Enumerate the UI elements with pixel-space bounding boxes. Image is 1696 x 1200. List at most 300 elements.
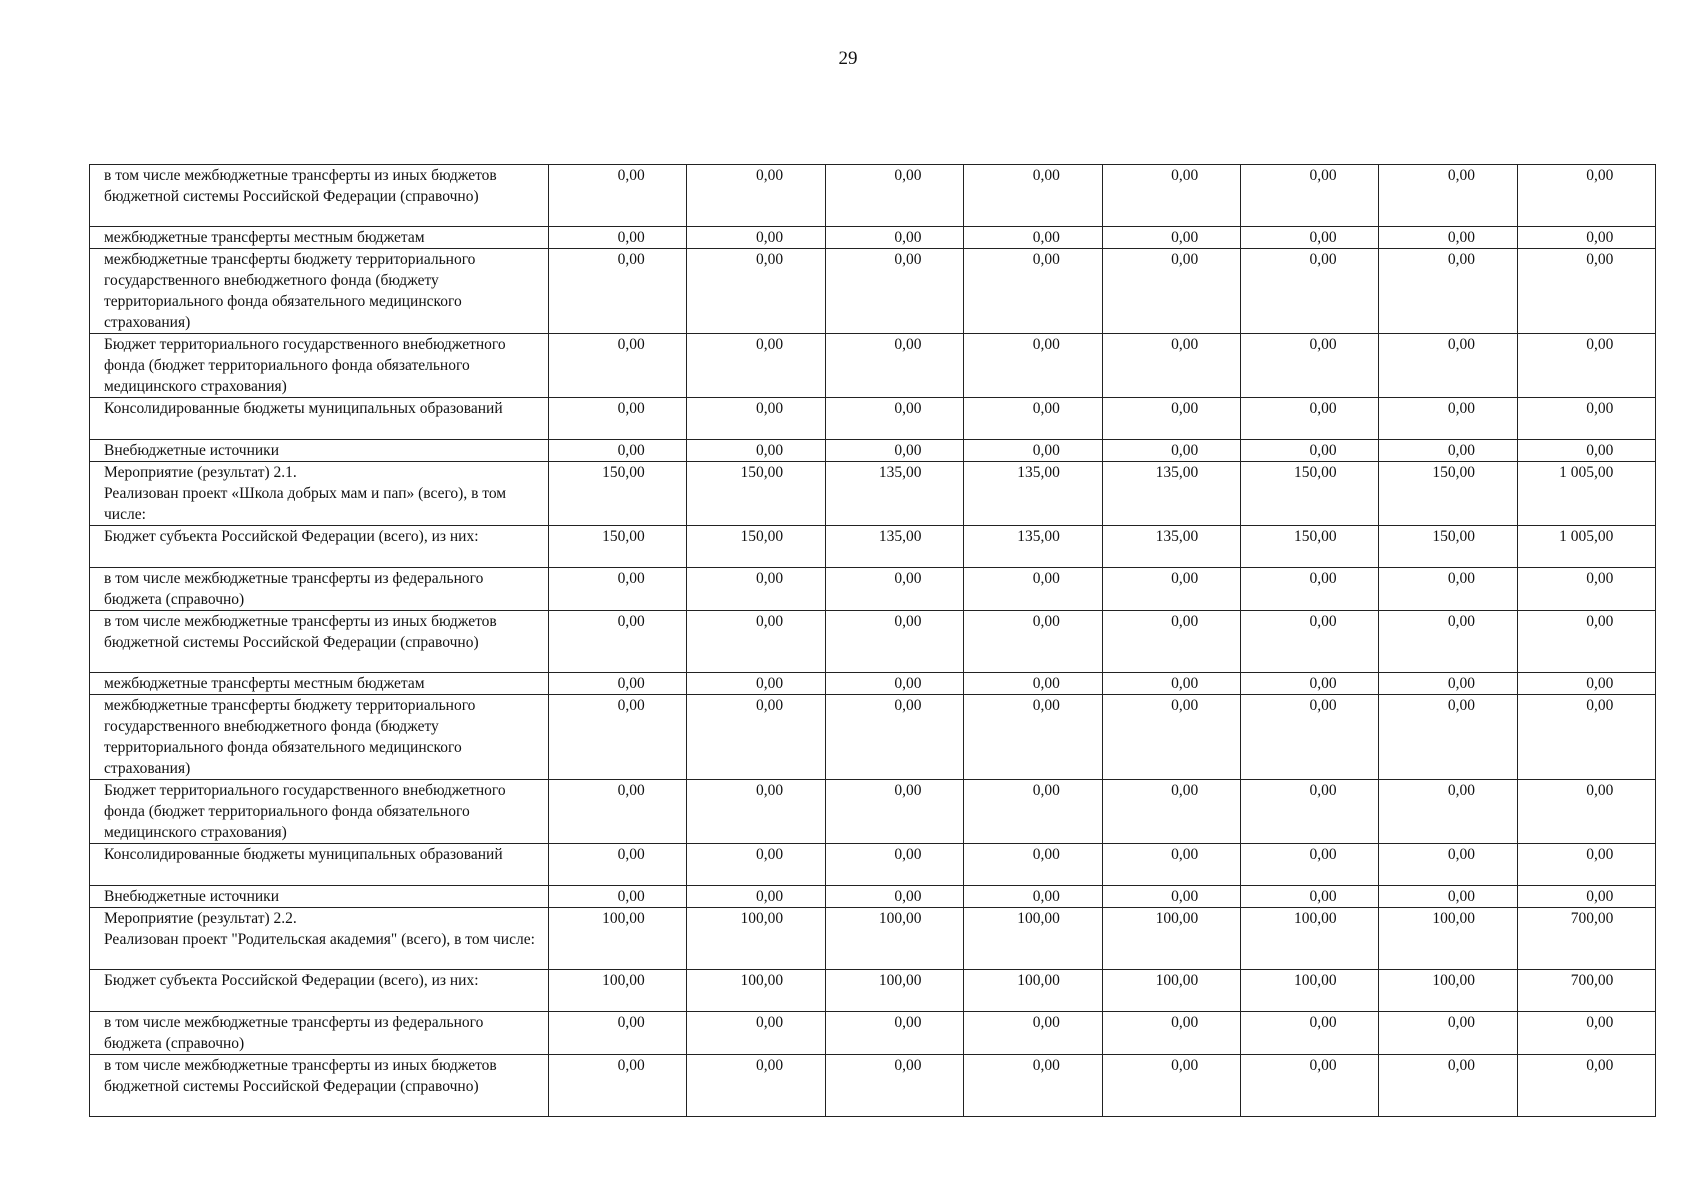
cell-value-text: 0,00 <box>1309 336 1337 353</box>
cell-value-text: 0,00 <box>755 229 784 246</box>
cell-value-text: 0,00 <box>1447 846 1476 863</box>
cell-value-text: 100,00 <box>878 972 922 989</box>
cell-value <box>687 1055 825 1117</box>
cell-value-text: 0,00 <box>1447 782 1476 799</box>
cell-value-text: 0,00 <box>755 697 784 714</box>
cell-value-text: 0,00 <box>894 400 922 417</box>
cell-value <box>549 611 687 673</box>
cell-value-text: 0,00 <box>1586 442 1614 459</box>
cell-value <box>1240 611 1378 673</box>
cell-value-text: 0,00 <box>1032 167 1060 184</box>
cell-value-text: 0,00 <box>1309 1057 1337 1074</box>
cell-value-text: 0,00 <box>617 570 645 587</box>
cell-value-text: 100,00 <box>1294 972 1337 989</box>
cell-value-text: 0,00 <box>894 229 922 246</box>
cell-value <box>1240 886 1378 908</box>
cell-value-text: 100,00 <box>1432 972 1476 989</box>
cell-value <box>1517 1055 1655 1117</box>
cell-value <box>1517 249 1655 334</box>
cell-value <box>1102 165 1240 227</box>
cell-value-text: 0,00 <box>617 888 645 905</box>
cell-value <box>964 695 1102 780</box>
cell-value-text: 0,00 <box>617 167 645 184</box>
cell-value <box>1517 970 1655 1012</box>
cell-value-text: 150,00 <box>740 464 784 481</box>
cell-value <box>1517 611 1655 673</box>
cell-value <box>825 398 963 440</box>
cell-value-text: 0,00 <box>1447 697 1476 714</box>
cell-value <box>687 1012 825 1055</box>
cell-value <box>1240 1055 1378 1117</box>
cell-value-text: 100,00 <box>1017 972 1060 989</box>
cell-value-text: 0,00 <box>617 613 645 630</box>
cell-value <box>825 440 963 462</box>
cell-value-text: 0,00 <box>755 1057 784 1074</box>
cell-value <box>687 568 825 611</box>
cell-value <box>1517 886 1655 908</box>
row-label: Бюджет территориального государственного внебюджетного фонда (бюджет территориального фонда обязательного медицинского страхования) <box>90 334 549 398</box>
cell-value <box>1517 908 1655 970</box>
cell-value-text: 0,00 <box>1586 675 1614 692</box>
cell-value <box>825 611 963 673</box>
cell-value-text: 0,00 <box>894 846 922 863</box>
cell-value <box>825 695 963 780</box>
cell-value <box>549 165 687 227</box>
cell-value <box>549 908 687 970</box>
cell-value <box>1517 695 1655 780</box>
cell-value-text: 0,00 <box>894 613 922 630</box>
cell-value-text: 0,00 <box>617 675 645 692</box>
cell-value <box>549 462 687 526</box>
cell-value-text: 100,00 <box>1294 910 1337 927</box>
cell-value <box>825 249 963 334</box>
cell-value-text: 0,00 <box>617 442 645 459</box>
cell-value-text: 150,00 <box>602 464 645 481</box>
cell-value <box>687 462 825 526</box>
cell-value <box>687 334 825 398</box>
table-row <box>90 673 1656 695</box>
cell-value <box>1240 568 1378 611</box>
table-row <box>90 695 1656 780</box>
cell-value <box>1102 611 1240 673</box>
cell-value-text: 700,00 <box>1570 972 1614 989</box>
cell-value-text: 0,00 <box>1586 400 1614 417</box>
cell-value-text: 0,00 <box>894 1014 922 1031</box>
cell-value-text: 0,00 <box>1586 167 1614 184</box>
cell-value-text: 0,00 <box>1032 1014 1060 1031</box>
cell-value-text: 0,00 <box>1171 675 1199 692</box>
cell-value <box>964 227 1102 249</box>
cell-value-text: 0,00 <box>1447 570 1476 587</box>
cell-value <box>964 1055 1102 1117</box>
cell-value <box>1102 1012 1240 1055</box>
cell-value-text: 0,00 <box>1447 167 1476 184</box>
cell-value-text: 0,00 <box>1586 229 1614 246</box>
cell-value-text: 0,00 <box>1586 1014 1614 1031</box>
cell-value <box>825 673 963 695</box>
cell-value-text: 0,00 <box>1447 400 1476 417</box>
cell-value <box>1102 227 1240 249</box>
cell-value <box>549 227 687 249</box>
cell-value <box>964 462 1102 526</box>
cell-value <box>1517 673 1655 695</box>
row-label: Мероприятие (результат) 2.2. Реализован проект "Родительская академия" (всего), в том числе: <box>90 908 549 970</box>
cell-value <box>1102 695 1240 780</box>
cell-value <box>1102 526 1240 568</box>
cell-value-text: 0,00 <box>755 570 784 587</box>
cell-value-text: 0,00 <box>1309 1014 1337 1031</box>
cell-value-text: 0,00 <box>1309 570 1337 587</box>
cell-value <box>1379 568 1517 611</box>
cell-value-text: 0,00 <box>755 400 784 417</box>
cell-value-text: 0,00 <box>1032 846 1060 863</box>
row-label: в том числе межбюджетные трансферты из федерального бюджета (справочно) <box>90 1012 549 1055</box>
cell-value <box>1240 908 1378 970</box>
cell-value-text: 0,00 <box>1309 697 1337 714</box>
table-row <box>90 249 1656 334</box>
cell-value <box>964 673 1102 695</box>
cell-value-text: 0,00 <box>1447 888 1476 905</box>
table-row <box>90 462 1656 526</box>
row-label: Бюджет территориального государственного внебюджетного фонда (бюджет территориального фонда обязательного медицинского страхования) <box>90 780 549 844</box>
cell-value-text: 0,00 <box>1447 442 1476 459</box>
cell-value <box>825 334 963 398</box>
cell-value <box>549 970 687 1012</box>
cell-value-text: 0,00 <box>755 888 784 905</box>
cell-value-text: 0,00 <box>1171 336 1199 353</box>
cell-value-text: 0,00 <box>1447 613 1476 630</box>
cell-value-text: 0,00 <box>755 336 784 353</box>
cell-value <box>549 1055 687 1117</box>
budget-table <box>89 164 1656 1117</box>
cell-value-text: 0,00 <box>617 846 645 863</box>
cell-value-text: 100,00 <box>740 910 784 927</box>
cell-value <box>1517 462 1655 526</box>
cell-value <box>964 526 1102 568</box>
cell-value <box>687 398 825 440</box>
row-label: межбюджетные трансферты местным бюджетам <box>90 673 549 695</box>
cell-value-text: 0,00 <box>755 782 784 799</box>
cell-value-text: 0,00 <box>617 229 645 246</box>
row-label: в том числе межбюджетные трансферты из иных бюджетов бюджетной системы Российской Федерации (справочно) <box>90 611 549 673</box>
table-row <box>90 165 1656 227</box>
cell-value-text: 0,00 <box>1309 167 1337 184</box>
cell-value-text: 0,00 <box>1032 888 1060 905</box>
cell-value-text: 0,00 <box>1586 336 1614 353</box>
cell-value-text: 0,00 <box>755 1014 784 1031</box>
cell-value <box>825 1012 963 1055</box>
cell-value <box>1102 673 1240 695</box>
cell-value <box>1517 334 1655 398</box>
cell-value-text: 0,00 <box>755 167 784 184</box>
cell-value <box>1240 249 1378 334</box>
cell-value-text: 0,00 <box>1032 1057 1060 1074</box>
cell-value-text: 0,00 <box>1309 229 1337 246</box>
cell-value <box>1379 440 1517 462</box>
cell-value <box>964 1012 1102 1055</box>
cell-value <box>1379 462 1517 526</box>
cell-value <box>549 334 687 398</box>
cell-value <box>687 611 825 673</box>
cell-value <box>1379 1012 1517 1055</box>
cell-value <box>825 165 963 227</box>
cell-value-text: 0,00 <box>1309 400 1337 417</box>
cell-value <box>549 526 687 568</box>
cell-value-text: 0,00 <box>755 251 784 268</box>
cell-value-text: 0,00 <box>1171 251 1199 268</box>
cell-value <box>825 780 963 844</box>
cell-value <box>1240 780 1378 844</box>
cell-value <box>687 673 825 695</box>
cell-value-text: 0,00 <box>1586 1057 1614 1074</box>
cell-value-text: 135,00 <box>1155 464 1199 481</box>
cell-value-text: 0,00 <box>1032 613 1060 630</box>
cell-value <box>1379 334 1517 398</box>
cell-value-text: 0,00 <box>1171 888 1199 905</box>
cell-value-text: 0,00 <box>894 782 922 799</box>
table-row <box>90 1012 1656 1055</box>
cell-value-text: 0,00 <box>1032 336 1060 353</box>
cell-value <box>1102 886 1240 908</box>
cell-value <box>1379 695 1517 780</box>
cell-value <box>825 227 963 249</box>
cell-value <box>549 844 687 886</box>
cell-value <box>1102 844 1240 886</box>
cell-value-text: 0,00 <box>1309 251 1337 268</box>
table-row <box>90 611 1656 673</box>
cell-value-text: 100,00 <box>602 972 645 989</box>
cell-value <box>1379 673 1517 695</box>
cell-value <box>1102 249 1240 334</box>
cell-value <box>1240 526 1378 568</box>
cell-value <box>825 908 963 970</box>
cell-value-text: 0,00 <box>1171 846 1199 863</box>
cell-value-text: 0,00 <box>1309 846 1337 863</box>
cell-value <box>1379 227 1517 249</box>
cell-value <box>964 780 1102 844</box>
cell-value <box>687 970 825 1012</box>
cell-value <box>687 526 825 568</box>
table-row <box>90 398 1656 440</box>
cell-value-text: 0,00 <box>1309 888 1337 905</box>
cell-value-text: 0,00 <box>1447 251 1476 268</box>
cell-value-text: 100,00 <box>602 910 645 927</box>
cell-value <box>964 165 1102 227</box>
cell-value <box>687 227 825 249</box>
cell-value-text: 0,00 <box>1586 697 1614 714</box>
table-row <box>90 227 1656 249</box>
cell-value <box>825 526 963 568</box>
cell-value <box>1240 440 1378 462</box>
cell-value <box>964 611 1102 673</box>
cell-value <box>687 886 825 908</box>
cell-value-text: 0,00 <box>1171 1014 1199 1031</box>
row-label: в том числе межбюджетные трансферты из иных бюджетов бюджетной системы Российской Федерации (справочно) <box>90 165 549 227</box>
cell-value-text: 100,00 <box>1155 972 1199 989</box>
cell-value <box>687 844 825 886</box>
row-label: межбюджетные трансферты бюджету территориального государственного внебюджетного фонда (бюджету территориального фонда обязательного медицинского страхования) <box>90 695 549 780</box>
cell-value-text: 150,00 <box>1432 464 1476 481</box>
cell-value <box>1379 970 1517 1012</box>
cell-value <box>1102 398 1240 440</box>
cell-value <box>687 695 825 780</box>
row-label: межбюджетные трансферты бюджету территориального государственного внебюджетного фонда (бюджету территориального фонда обязательного медицинского страхования) <box>90 249 549 334</box>
table-row <box>90 1055 1656 1117</box>
cell-value-text: 135,00 <box>1017 464 1060 481</box>
row-label: Консолидированные бюджеты муниципальных образований <box>90 398 549 440</box>
cell-value <box>825 970 963 1012</box>
cell-value <box>1517 526 1655 568</box>
row-label: Внебюджетные источники <box>90 440 549 462</box>
cell-value-text: 0,00 <box>1171 229 1199 246</box>
cell-value-text: 0,00 <box>894 697 922 714</box>
cell-value <box>825 844 963 886</box>
cell-value-text: 0,00 <box>617 251 645 268</box>
cell-value <box>1240 165 1378 227</box>
cell-value-text: 0,00 <box>617 400 645 417</box>
cell-value <box>1379 908 1517 970</box>
cell-value <box>1240 673 1378 695</box>
cell-value-text: 135,00 <box>878 528 922 545</box>
cell-value-text: 150,00 <box>1294 528 1337 545</box>
cell-value <box>1102 334 1240 398</box>
cell-value-text: 0,00 <box>894 888 922 905</box>
cell-value-text: 0,00 <box>1171 400 1199 417</box>
row-label: Мероприятие (результат) 2.1. Реализован проект «Школа добрых мам и пап» (всего), в том числе: <box>90 462 549 526</box>
cell-value-text: 0,00 <box>1309 442 1337 459</box>
cell-value <box>549 398 687 440</box>
cell-value-text: 700,00 <box>1570 910 1614 927</box>
cell-value <box>1379 526 1517 568</box>
table-row <box>90 908 1656 970</box>
cell-value-text: 0,00 <box>1032 442 1060 459</box>
cell-value-text: 0,00 <box>894 251 922 268</box>
cell-value-text: 0,00 <box>755 613 784 630</box>
cell-value <box>687 908 825 970</box>
cell-value-text: 0,00 <box>1171 442 1199 459</box>
cell-value <box>1379 886 1517 908</box>
cell-value <box>964 568 1102 611</box>
cell-value <box>1240 695 1378 780</box>
cell-value <box>1102 970 1240 1012</box>
cell-value-text: 0,00 <box>617 782 645 799</box>
cell-value <box>1240 227 1378 249</box>
cell-value-text: 0,00 <box>894 442 922 459</box>
table-row <box>90 780 1656 844</box>
cell-value <box>549 695 687 780</box>
cell-value-text: 0,00 <box>1586 782 1614 799</box>
cell-value <box>1379 844 1517 886</box>
cell-value-text: 0,00 <box>1447 1014 1476 1031</box>
table-row <box>90 970 1656 1012</box>
table-row <box>90 568 1656 611</box>
cell-value-text: 0,00 <box>1586 888 1614 905</box>
cell-value-text: 0,00 <box>1447 675 1476 692</box>
cell-value <box>1102 440 1240 462</box>
cell-value-text: 0,00 <box>1171 167 1199 184</box>
cell-value-text: 100,00 <box>878 910 922 927</box>
cell-value <box>687 440 825 462</box>
row-label: в том числе межбюджетные трансферты из федерального бюджета (справочно) <box>90 568 549 611</box>
cell-value-text: 150,00 <box>1432 528 1476 545</box>
cell-value-text: 100,00 <box>740 972 784 989</box>
cell-value-text: 0,00 <box>755 442 784 459</box>
cell-value <box>1240 462 1378 526</box>
cell-value-text: 0,00 <box>894 336 922 353</box>
cell-value <box>1240 1012 1378 1055</box>
row-label: межбюджетные трансферты местным бюджетам <box>90 227 549 249</box>
cell-value-text: 0,00 <box>1032 570 1060 587</box>
cell-value-text: 0,00 <box>1309 782 1337 799</box>
table-row <box>90 334 1656 398</box>
cell-value-text: 135,00 <box>1017 528 1060 545</box>
cell-value-text: 0,00 <box>617 697 645 714</box>
cell-value-text: 0,00 <box>1309 675 1337 692</box>
cell-value-text: 0,00 <box>1171 782 1199 799</box>
cell-value-text: 0,00 <box>1032 675 1060 692</box>
page-number: 29 <box>838 48 858 69</box>
cell-value-text: 0,00 <box>1032 251 1060 268</box>
cell-value <box>549 780 687 844</box>
cell-value-text: 0,00 <box>1032 400 1060 417</box>
table-row <box>90 440 1656 462</box>
cell-value-text: 0,00 <box>1447 1057 1476 1074</box>
cell-value-text: 0,00 <box>894 167 922 184</box>
cell-value-text: 0,00 <box>1032 229 1060 246</box>
cell-value <box>964 844 1102 886</box>
cell-value-text: 1 005,00 <box>1559 528 1614 545</box>
cell-value <box>964 398 1102 440</box>
cell-value-text: 0,00 <box>1032 697 1060 714</box>
cell-value <box>1517 165 1655 227</box>
cell-value <box>549 249 687 334</box>
cell-value <box>825 1055 963 1117</box>
cell-value <box>1102 908 1240 970</box>
cell-value <box>1240 844 1378 886</box>
cell-value-text: 0,00 <box>755 675 784 692</box>
cell-value-text: 0,00 <box>1309 613 1337 630</box>
cell-value <box>964 970 1102 1012</box>
cell-value-text: 0,00 <box>1447 336 1476 353</box>
row-label: в том числе межбюджетные трансферты из иных бюджетов бюджетной системы Российской Федерации (справочно) <box>90 1055 549 1117</box>
cell-value <box>825 886 963 908</box>
cell-value <box>1517 398 1655 440</box>
cell-value <box>1102 462 1240 526</box>
cell-value <box>687 165 825 227</box>
cell-value <box>1379 780 1517 844</box>
cell-value-text: 0,00 <box>1586 846 1614 863</box>
cell-value-text: 0,00 <box>1171 570 1199 587</box>
cell-value <box>1379 1055 1517 1117</box>
cell-value <box>964 886 1102 908</box>
cell-value <box>825 568 963 611</box>
cell-value <box>1379 165 1517 227</box>
cell-value <box>1517 780 1655 844</box>
cell-value <box>964 249 1102 334</box>
cell-value-text: 0,00 <box>1586 570 1614 587</box>
row-label: Бюджет субъекта Российской Федерации (всего), из них: <box>90 526 549 568</box>
cell-value <box>687 780 825 844</box>
cell-value-text: 0,00 <box>617 336 645 353</box>
cell-value <box>549 673 687 695</box>
cell-value <box>964 440 1102 462</box>
table-row <box>90 526 1656 568</box>
cell-value <box>549 886 687 908</box>
cell-value-text: 0,00 <box>1447 229 1476 246</box>
cell-value <box>1102 568 1240 611</box>
cell-value <box>1517 568 1655 611</box>
cell-value-text: 150,00 <box>1294 464 1337 481</box>
